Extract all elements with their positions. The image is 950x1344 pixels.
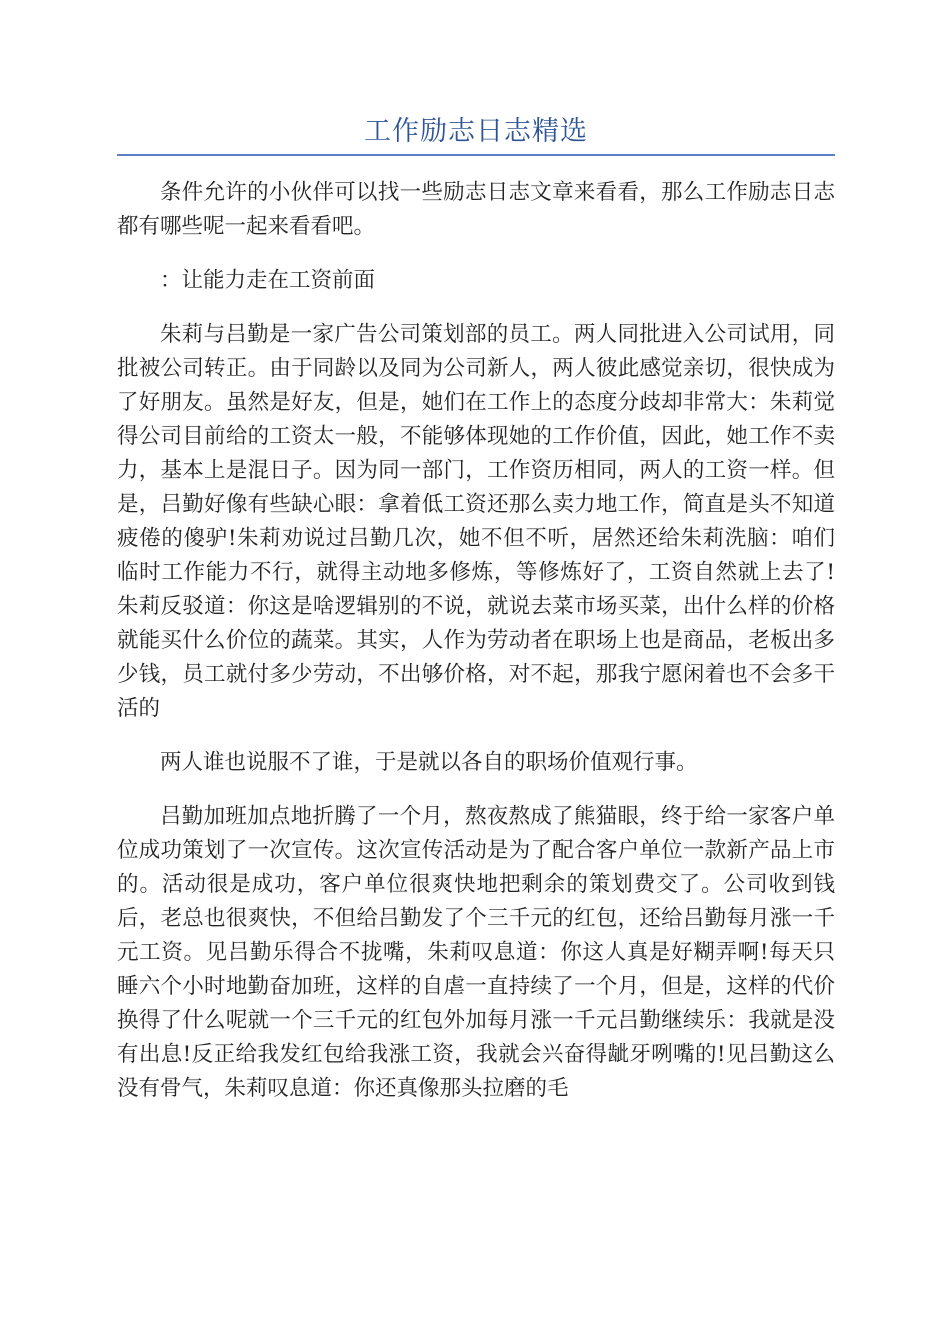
document-body xyxy=(117,176,835,1126)
document-title: 工作励志日志精选 xyxy=(364,116,588,147)
paragraph-overtime: 吕勤加班加点地折腾了一个月，熬夜熬成了熊猫眼，终于给一家客户单位成功策划了一次宣传。这次宣传活动是为了配合客户单位一款新产品上市的。活动很是成功，客户单位很爽快地把剩余的策划费交了。公司收到钱后，老总也很爽快，不但给吕勤发了个三千元的红包，还给吕勤每月涨一千元工资。见吕勤乐得合不拢嘴，朱莉叹息道：你这人真是好糊弄啊!每天只睡六个小时地勤奋加班，这样的自虐一直持续了一个月，但是，这样的代价换得了什么呢就一个三千元的红包外加每月涨一千元吕勤继续乐：我就是没有出息!反正给我发红包给我涨工资，我就会兴奋得龇牙咧嘴的!见吕勤这么没有骨气，朱莉叹息道：你还真像那头拉磨的毛 xyxy=(117,804,835,1101)
title-underline xyxy=(117,154,835,156)
paragraph-story: 朱莉与吕勤是一家广告公司策划部的员工。两人同批进入公司试用，同批被公司转正。由于同龄以及同为公司新人，两人彼此感觉亲切，很快成为了好朋友。虽然是好友，但是，她们在工作上的态度分歧却非常大：朱莉觉得公司目前给的工资太一般，不能够体现她的工作价值，因此，她工作不卖力，基本上是混日子。因为同一部门，工作资历相同，两人的工资一样。但是，吕勤好像有些缺心眼：拿着低工资还那么卖力地工作，简直是头不知道疲倦的傻驴!朱莉劝说过吕勤几次，她不但不听，居然还给朱莉洗脑：咱们临时工作能力不行，就得主动地多修炼，等修炼好了，工资自然就上去了!朱莉反驳道：你这是啥逻辑别的不说，就说去菜市场买菜，出什么样的价格就能买什么价位的蔬菜。其实，人作为劳动者在职场上也是商品，老板出多少钱，员工就付多少劳动，不出够价格，对不起，那我宁愿闲着也不会多干活的 xyxy=(117,322,835,721)
paragraph-subheading: ：让能力走在工资前面 xyxy=(160,268,376,293)
paragraph-disagreement: 两人谁也说服不了谁，于是就以各自的职场价值观行事。 xyxy=(160,750,698,775)
paragraph-intro: 条件允许的小伙伴可以找一些励志日志文章来看看，那么工作励志日志都有哪些呢一起来看看吧。 xyxy=(117,180,835,239)
